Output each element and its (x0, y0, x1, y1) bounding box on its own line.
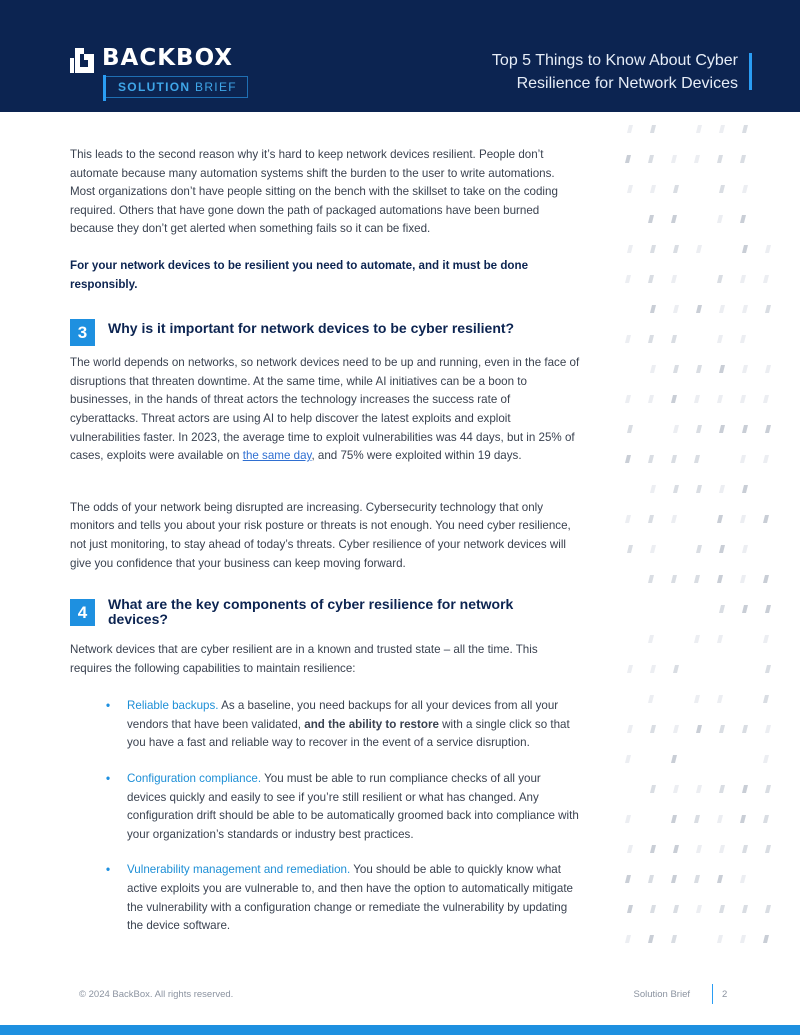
capabilities-list (104, 697, 580, 936)
backbox-logo-icon (70, 47, 96, 74)
logo-wordmark: BACKBOX (102, 45, 234, 71)
list-item (104, 697, 580, 753)
same-day-link[interactable]: the same day (242, 449, 312, 463)
header-accent-bar (749, 53, 752, 90)
section-3-heading (70, 319, 580, 346)
logo-subtitle (104, 80, 237, 94)
bullet-text: You must be able to run compliance checks of all your devices quickly and easily to see if you’re still resilient or what has changed. Any configuration drift should be able to be automatically groomed back into compliance with your organization’s standards or industry best practices. (127, 772, 579, 841)
decorative-slash-pattern (620, 120, 800, 960)
footer-separator (712, 984, 713, 1004)
section-3-number-badge: 3 (70, 319, 95, 346)
section-4-intro: Network devices that are cyber resilient are in a known and trusted state – all the time. This requires the following capabilities to maintain resilience: (70, 643, 538, 675)
bullet-bold-text: and the ability to restore (304, 717, 439, 731)
footer-doc-type: Solution Brief (633, 989, 690, 1000)
section-4-number-badge: 4 (70, 599, 95, 626)
logo-subtitle-bold: SOLUTION (118, 80, 191, 94)
bullet-icon: • (106, 772, 111, 786)
logo-subtitle-box (104, 76, 248, 98)
bottom-accent-bar (0, 1025, 800, 1035)
page-header (0, 0, 800, 112)
footer-copyright: © 2024 BackBox. All rights reserved. (79, 989, 234, 1000)
bullet-lead: Vulnerability management and remediation. (127, 863, 351, 877)
bullet-icon: • (106, 863, 111, 877)
section-3-paragraph-1 (70, 354, 580, 466)
section-3-p1-text: The world depends on networks, so network devices need to be up and running, even in the face of disruptions that threaten downtime. At the same time, while AI initiatives can be a boon to businesses, in the hands of threat actors the technology increases the success rate of cyberattacks. Threat actors are using AI to help discover the latest exploits and exploit vulnerabilities faster. In 2023, the average time to exploit vulnerabilities was 44 days, but in 25% of cases, exploits were available on (70, 356, 580, 463)
bullet-lead: Configuration compliance. (127, 772, 262, 786)
logo-subtitle-rest: BRIEF (190, 80, 237, 94)
footer-page-number: 2 (722, 989, 728, 1000)
list-item (104, 770, 580, 844)
intro-bold-statement: For your network devices to be resilient you need to automate, and it must be done responsibly. (70, 258, 529, 291)
intro-paragraph: This leads to the second reason why it’s hard to keep network devices resilient. People don’t automate because many automation systems shift the burden to the user to write automations. Most organizations don’t have people sitting on the bench with the skillset to take on the coding required. Others that have gone down the path of packaged automations have been burned because they don’t get alerted when something fails so it can be fixed. (70, 148, 558, 236)
document-title-line-2: Resilience for Network Devices (516, 75, 738, 92)
bullet-text: As a baseline, you need backups for all your devices from all your vendors that have been validated, (127, 699, 559, 731)
section-3-paragraph-2: The odds of your network being disrupted are increasing. Cybersecurity technology that only monitors and tells you about your risk posture or threats is not enough. You need cyber resilience, not just monitoring, to stay ahead of today’s threats. Cyber resilience of your network devices will give you confidence that your business can keep moving forward. (70, 500, 571, 570)
bullet-text: You should be able to quickly know what active exploits you are vulnerable to, and then have the option to automatically mitigate the vulnerability with a configuration change or remediate the vulnerability by updating the device software. (127, 863, 573, 933)
section-4-heading (70, 597, 580, 627)
section-3-p1-tail: , and 75% were exploited within 19 days. (311, 449, 522, 463)
list-item (104, 861, 580, 935)
logo-accent-bar (103, 75, 106, 101)
bullet-lead: Reliable backups. (127, 699, 219, 713)
main-content (70, 146, 580, 936)
section-3-title: Why is it important for network devices to be cyber resilient? (108, 320, 515, 337)
section-4-title: What are the key components of cyber resilience for network devices? (108, 596, 514, 628)
bullet-icon: • (106, 699, 111, 713)
document-title (492, 49, 738, 95)
document-title-line-1: Top 5 Things to Know About Cyber (491, 52, 738, 69)
bullet-text-tail: with a single click so that you have a fast and reliable way to recover in the event of a service disruption. (127, 717, 570, 750)
